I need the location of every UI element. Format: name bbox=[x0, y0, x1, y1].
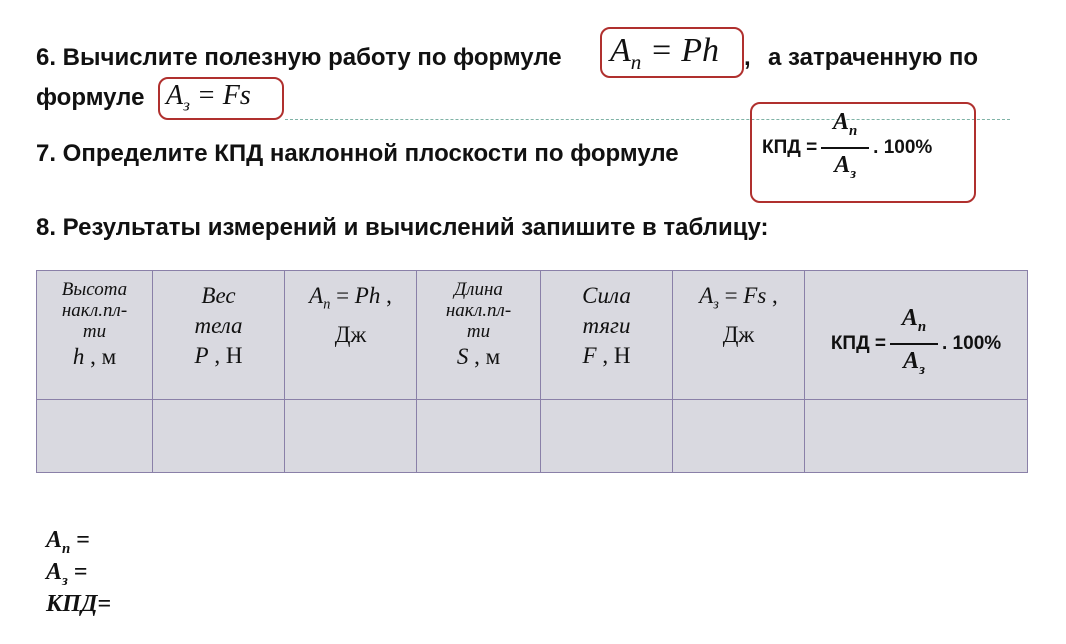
cell-spent-work[interactable] bbox=[673, 400, 805, 473]
header-weight: Вес тела P , Н bbox=[153, 271, 285, 400]
header-force: Сила тяги F , Н bbox=[541, 271, 673, 400]
cell-useful-work[interactable] bbox=[285, 400, 417, 473]
fraction-bar bbox=[821, 147, 869, 149]
spent-work-formula: $A_з = Fs$ bbox=[166, 80, 251, 115]
answer-kpd: КПД= bbox=[46, 591, 112, 617]
kpd-denominator: $A_з$ bbox=[834, 151, 857, 182]
answer-spent-work: $A_з$ = bbox=[46, 559, 88, 589]
cell-force[interactable] bbox=[541, 400, 673, 473]
kpd-formula bbox=[762, 108, 932, 188]
cell-length[interactable] bbox=[417, 400, 541, 473]
header-length: Длина накл.пл- ти S , м bbox=[417, 271, 541, 400]
q6-line1-text: 6. Вычислите полезную работу по формуле bbox=[36, 44, 562, 71]
kpd-label: КПД = bbox=[830, 333, 886, 354]
kpd-fraction bbox=[821, 108, 869, 188]
kpd-label: КПД = bbox=[762, 136, 818, 158]
header-kpd: КПД = $\frac{A_п}{A_з}$ . 100% bbox=[805, 271, 1028, 400]
cell-height[interactable] bbox=[37, 400, 153, 473]
kpd-numerator: $A_п$ bbox=[833, 109, 858, 139]
cell-kpd[interactable] bbox=[805, 400, 1028, 473]
cell-weight[interactable] bbox=[153, 400, 285, 473]
kpd-fraction: $\frac{A_п}{A_з}$ bbox=[890, 304, 938, 384]
header-useful-work: $A_п = Ph$ , Дж bbox=[285, 271, 417, 400]
q6-line2-text: формуле bbox=[36, 84, 145, 111]
q6-comma: , bbox=[744, 44, 751, 71]
results-table bbox=[36, 270, 1028, 473]
answer-useful-work: $A_п$ = bbox=[46, 527, 90, 557]
q7-text: 7. Определите КПД наклонной плоскости по формуле bbox=[36, 140, 679, 167]
kpd-suffix: . 100% bbox=[873, 136, 933, 158]
table-header-row bbox=[37, 271, 1028, 400]
header-height: Высота накл.пл- ти h , м bbox=[37, 271, 153, 400]
q6-line1-tail: а затраченную по bbox=[768, 44, 979, 71]
header-spent-work: $A_з = Fs$ , Дж bbox=[673, 271, 805, 400]
q8-text: 8. Результаты измерений и вычислений запишите в таблицу: bbox=[36, 214, 769, 241]
useful-work-formula: $A_п = Ph$ bbox=[610, 32, 720, 74]
table-row bbox=[37, 400, 1028, 473]
